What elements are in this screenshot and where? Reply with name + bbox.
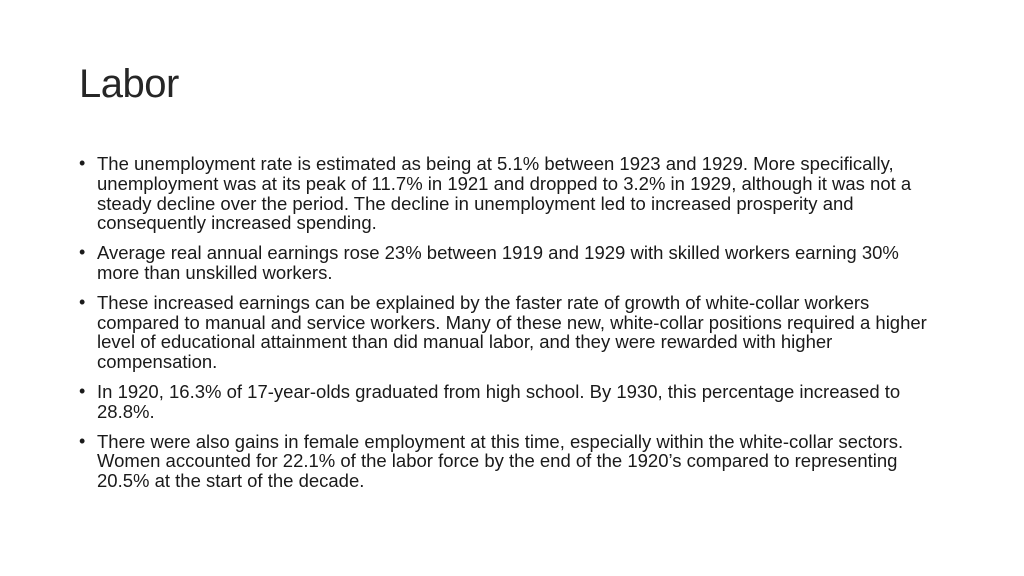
bullet-item <box>79 293 939 372</box>
bullet-icon: • <box>79 430 86 451</box>
bullet-icon: • <box>79 242 86 263</box>
bullet-item <box>79 382 939 422</box>
bullet-item <box>79 432 939 491</box>
bullet-text: The unemployment rate is estimated as being at 5.1% between 1923 and 1929. More specifically, unemployment was at its peak of 11.7% in 1921 and dropped to 3.2% in 1929, although it was not a steady decline over the period. The decline in unemployment led to increased prosperity and consequently increased spending. <box>97 153 912 234</box>
bullet-item <box>79 243 939 283</box>
bullet-text: These increased earnings can be explained by the faster rate of growth of white-collar workers compared to manual and service workers. Many of these new, white-collar positions required a higher level of educational attainment than did manual labor, and they were rewarded with higher compensation. <box>97 291 927 373</box>
bullet-text: In 1920, 16.3% of 17-year-olds graduated from high school. By 1930, this percentage increased to 28.8%. <box>97 380 901 422</box>
bullet-icon: • <box>79 291 86 312</box>
bullet-text: Average real annual earnings rose 23% between 1919 and 1929 with skilled workers earning 30% more than unskilled workers. <box>97 242 899 283</box>
bullet-icon: • <box>79 153 86 173</box>
bullet-list <box>79 154 939 501</box>
bullet-text: There were also gains in female employment at this time, especially within the white-collar sectors. Women accounted for 22.1% of the labor force by the end of the 1920’s compared to representing 20.5% at the start of the decade. <box>97 430 904 492</box>
slide-title: Labor <box>79 62 179 106</box>
bullet-icon: • <box>79 380 86 401</box>
bullet-item <box>79 154 939 233</box>
